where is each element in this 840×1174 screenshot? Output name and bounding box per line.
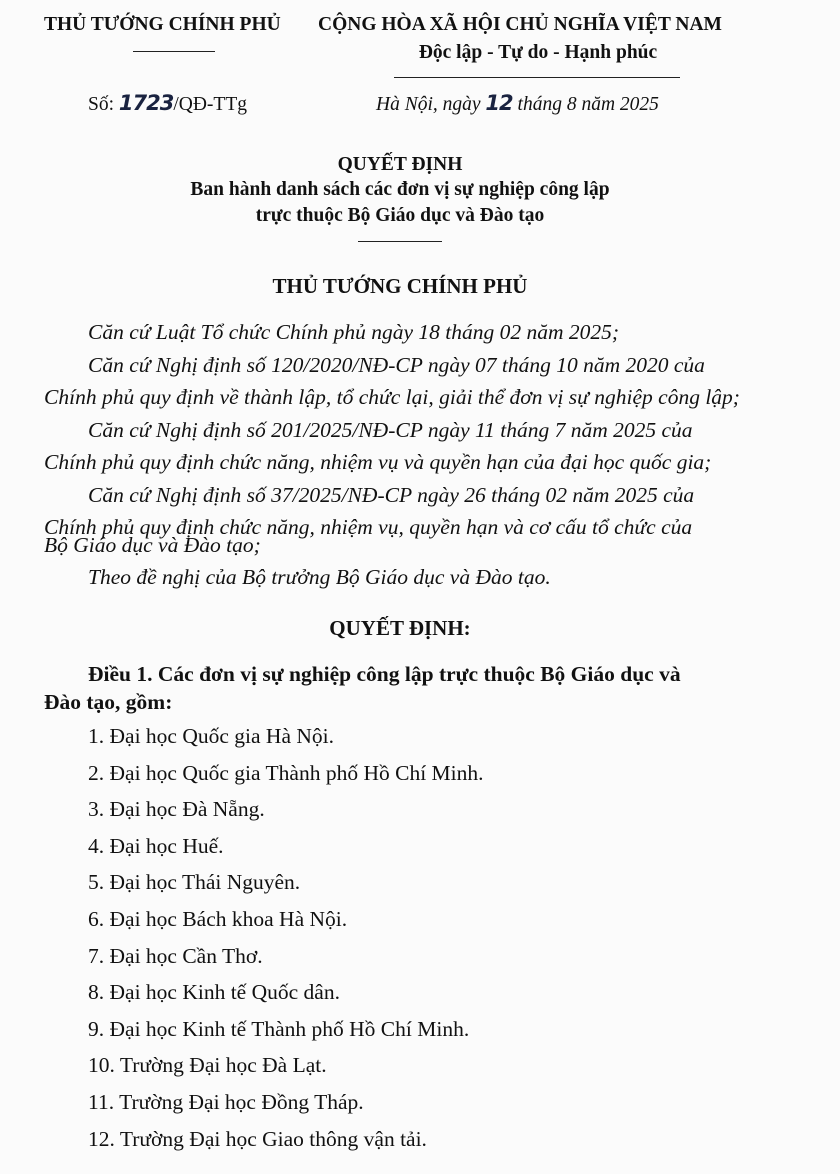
decision-heading: QUYẾT ĐỊNH: bbox=[329, 616, 471, 640]
basis-4-line-2: Chính phủ quy định chức năng, nhiệm vụ, quyền hạn và cơ cấu tổ chức của bbox=[44, 515, 693, 539]
basis-5-line-1: Theo đề nghị của Bộ trưởng Bộ Giáo dục và Đào tạo. bbox=[88, 565, 551, 589]
unit-list-item: 4. Đại học Huế. bbox=[88, 834, 224, 858]
number-prefix: Số: bbox=[88, 94, 115, 115]
title-line-2: trực thuộc Bộ Giáo dục và Đào tạo bbox=[255, 205, 545, 226]
motto-underline bbox=[394, 77, 680, 78]
title-underline bbox=[358, 241, 442, 242]
handwritten-day: 12 bbox=[485, 91, 513, 115]
basis-3-line-2: Chính phủ quy định chức năng, nhiệm vụ và quyền hạn của đại học quốc gia; bbox=[44, 450, 712, 474]
unit-list-item: 11. Trường Đại học Đồng Tháp. bbox=[88, 1090, 364, 1114]
number-suffix: /QĐ-TTg bbox=[173, 94, 247, 115]
country-name: CỘNG HÒA XÃ HỘI CHỦ NGHĨA VIỆT NAM bbox=[318, 14, 722, 35]
basis-3-line-1: Căn cứ Nghị định số 201/2025/NĐ-CP ngày 11 tháng 7 năm 2025 của bbox=[88, 418, 693, 442]
unit-list-item: 12. Trường Đại học Giao thông vận tải. bbox=[88, 1127, 427, 1151]
unit-list-item: 10. Trường Đại học Đà Lạt. bbox=[88, 1053, 327, 1077]
unit-list-item: 1. Đại học Quốc gia Hà Nội. bbox=[88, 724, 334, 748]
document-type-heading: QUYẾT ĐỊNH bbox=[337, 154, 463, 175]
place-date-suffix: tháng 8 năm 2025 bbox=[517, 94, 659, 115]
place-date bbox=[376, 91, 659, 116]
article-1-line-2: Đào tạo, gồm: bbox=[44, 690, 173, 714]
document-number bbox=[88, 91, 247, 116]
unit-list-item: 9. Đại học Kinh tế Thành phố Hồ Chí Minh. bbox=[88, 1017, 470, 1041]
issuer-underline bbox=[133, 51, 215, 52]
basis-1-line-1: Căn cứ Luật Tổ chức Chính phủ ngày 18 tháng 02 năm 2025; bbox=[88, 320, 620, 344]
basis-4-line-1: Căn cứ Nghị định số 37/2025/NĐ-CP ngày 26 tháng 02 năm 2025 của bbox=[88, 483, 695, 507]
issuer-name: THỦ TƯỚNG CHÍNH PHỦ bbox=[44, 14, 281, 35]
basis-4-line-3: Bộ Giáo dục và Đào tạo; bbox=[44, 533, 261, 557]
article-1-line-1: Điều 1. Các đơn vị sự nghiệp công lập trực thuộc Bộ Giáo dục và bbox=[88, 662, 681, 686]
basis-2-line-1: Căn cứ Nghị định số 120/2020/NĐ-CP ngày 07 tháng 10 năm 2020 của bbox=[88, 353, 705, 377]
basis-2-line-2: Chính phủ quy định về thành lập, tổ chức lại, giải thể đơn vị sự nghiệp công lập; bbox=[44, 385, 740, 409]
unit-list-item: 8. Đại học Kinh tế Quốc dân. bbox=[88, 980, 340, 1004]
unit-list-item: 3. Đại học Đà Nẵng. bbox=[88, 797, 265, 821]
handwritten-number: 1723 bbox=[118, 91, 174, 115]
national-motto: Độc lập - Tự do - Hạnh phúc bbox=[418, 42, 658, 63]
unit-list-item: 5. Đại học Thái Nguyên. bbox=[88, 870, 301, 894]
unit-list-item: 2. Đại học Quốc gia Thành phố Hồ Chí Minh. bbox=[88, 761, 484, 785]
unit-list-item: 6. Đại học Bách khoa Hà Nội. bbox=[88, 907, 348, 931]
title-line-1: Ban hành danh sách các đơn vị sự nghiệp công lập bbox=[190, 179, 610, 200]
place-date-prefix: Hà Nội, ngày bbox=[376, 94, 481, 115]
unit-list-item: 7. Đại học Cần Thơ. bbox=[88, 944, 263, 968]
authority-heading: THỦ TƯỚNG CHÍNH PHỦ bbox=[272, 274, 528, 298]
